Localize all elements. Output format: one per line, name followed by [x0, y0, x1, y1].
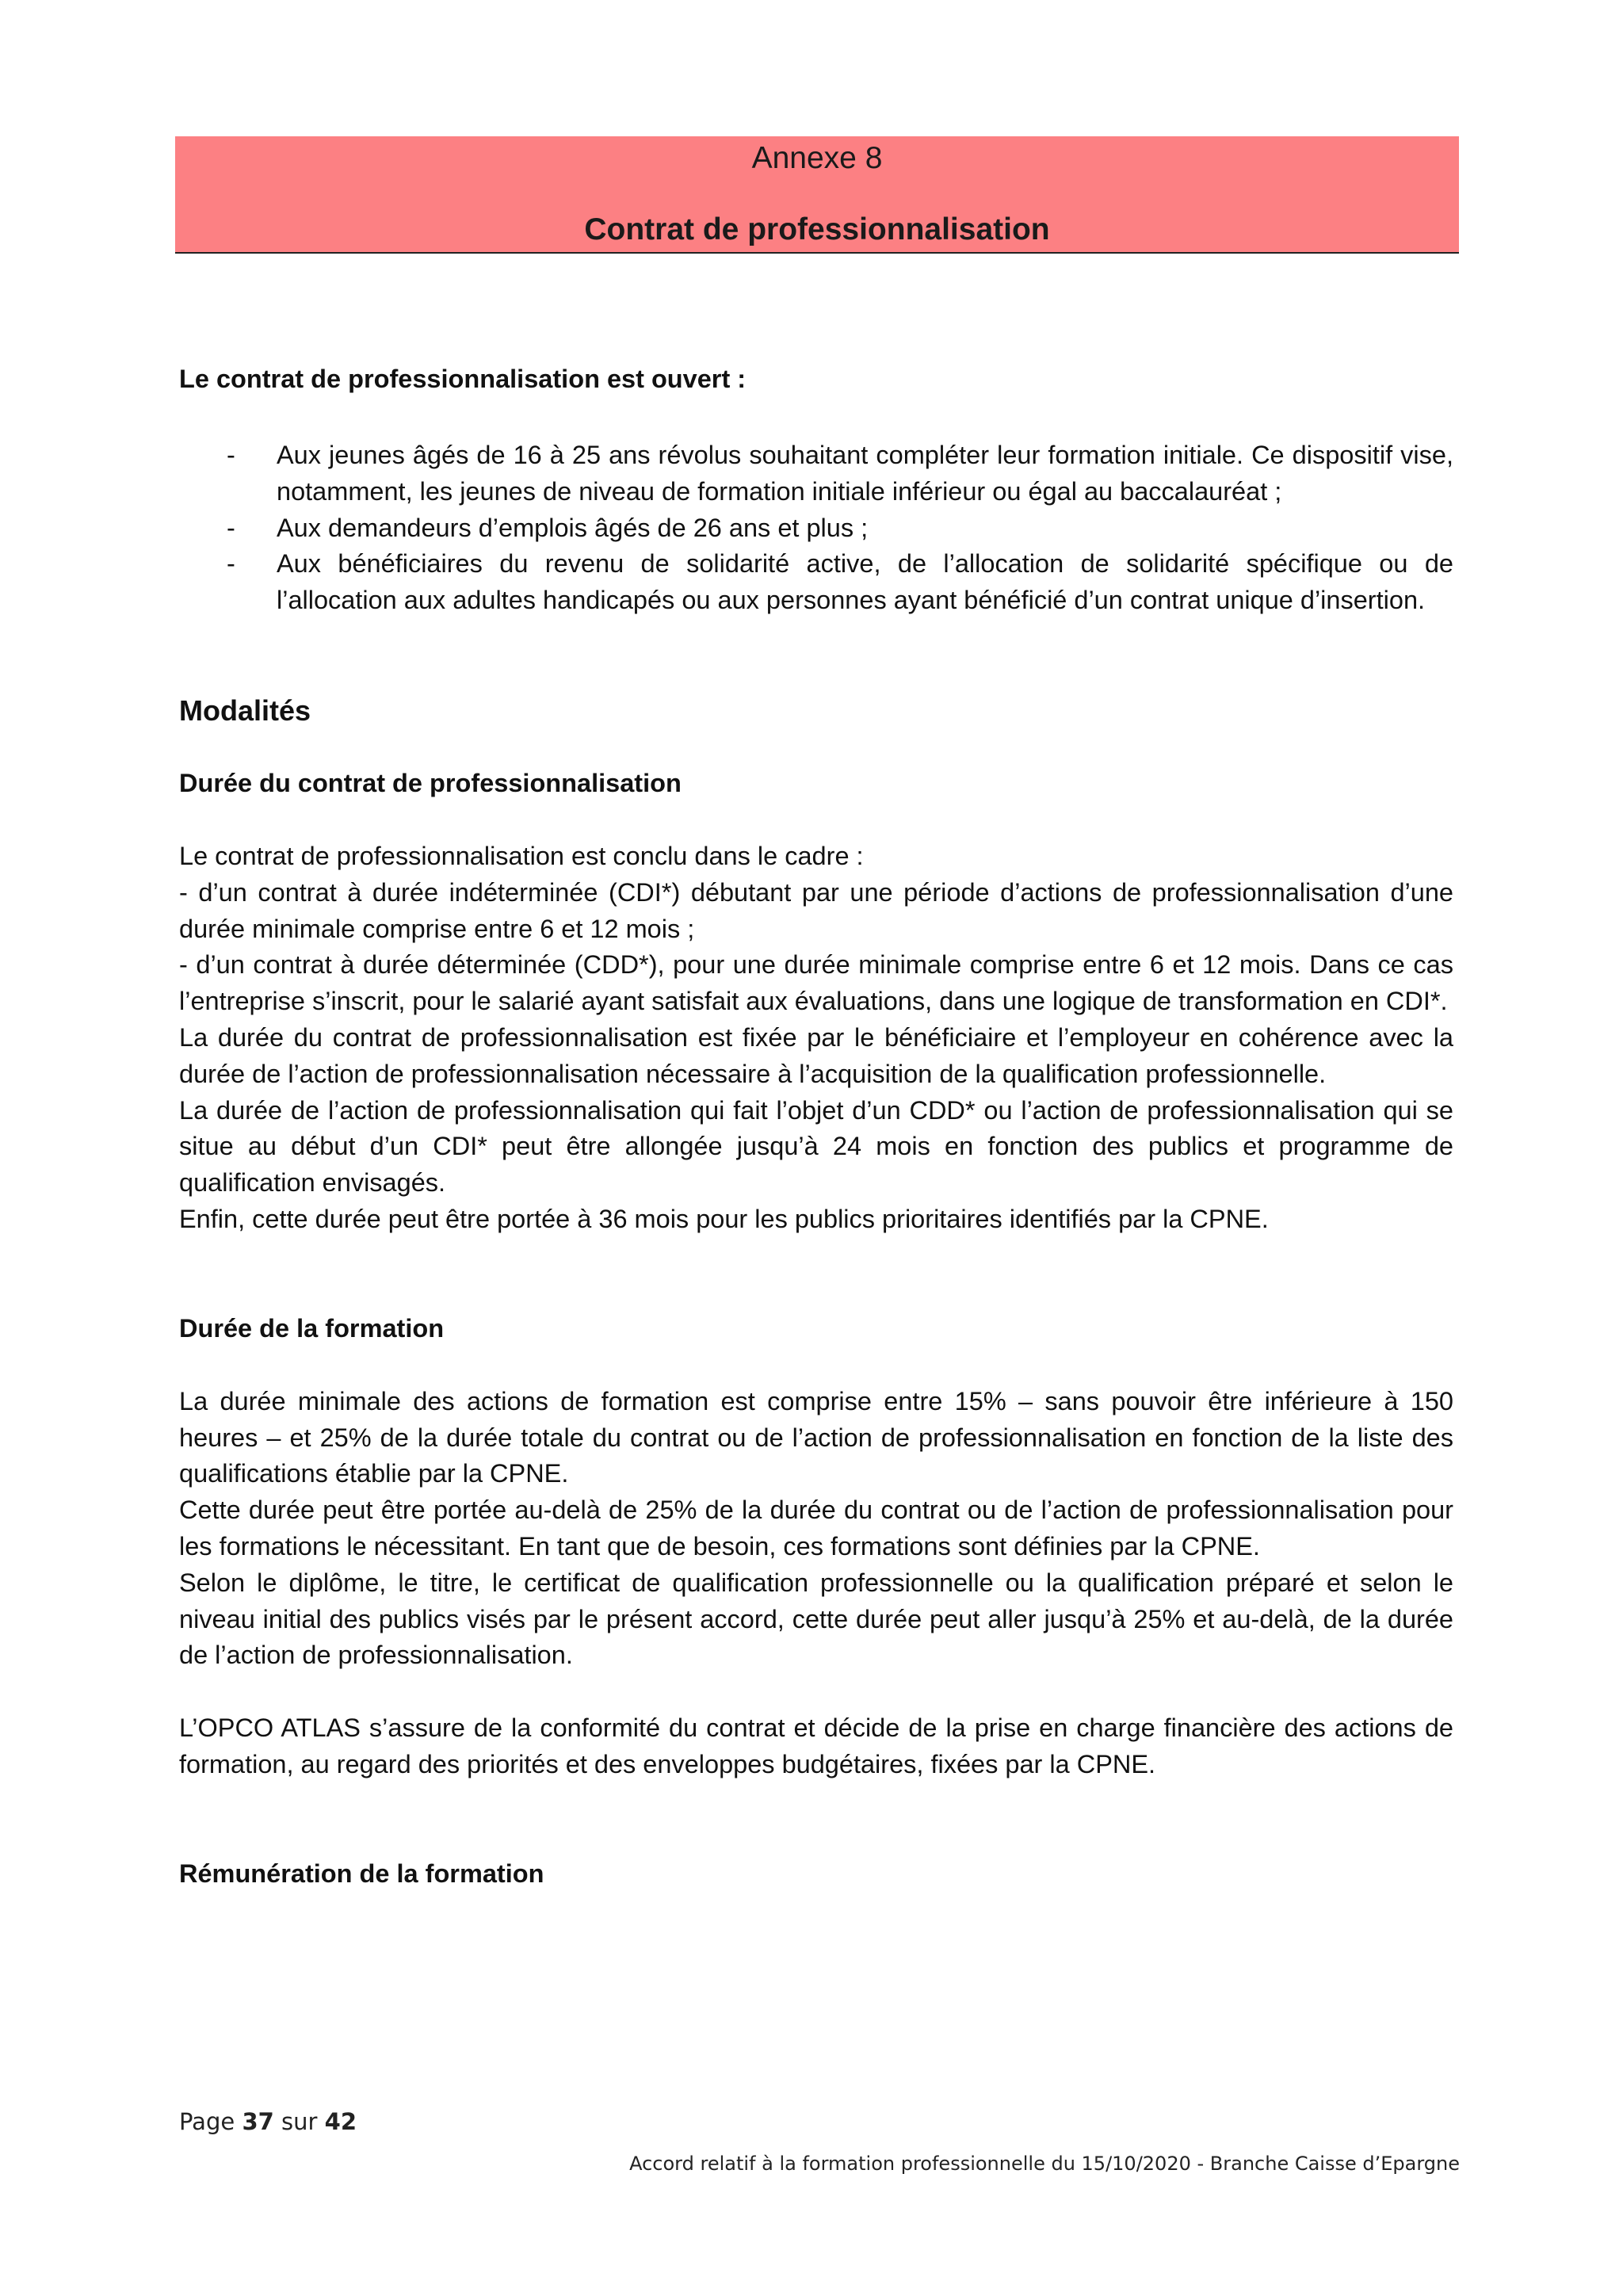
dash-bullet: - — [227, 441, 235, 469]
document-body — [179, 361, 1453, 1893]
subsection-heading-duree-formation: Durée de la formation — [179, 1313, 445, 1343]
paragraph: La durée du contrat de professionnalisation est fixée par le bénéficiaire et l’employeur en cohérence avec la durée de l’action de professionnalisation nécessaire à l’acquisition de la qualification professionnelle. — [179, 1022, 1453, 1088]
subsection-heading-duree-contrat: Durée du contrat de professionnalisation — [179, 768, 682, 797]
duree-formation-text — [179, 1384, 1453, 1674]
paragraph: Le contrat de professionnalisation est conclu dans le cadre : — [179, 841, 864, 870]
page-title: Contrat de professionnalisation — [584, 212, 1050, 246]
page-number: Page 37 sur 42 — [179, 2108, 357, 2135]
paragraph: Selon le diplôme, le titre, le certificat de qualification professionnelle ou la qualification préparé et selon le niveau initial des publics visés par le présent accord, cette durée peut aller jusqu’à 25% et au-delà, de la durée de l’action de professionnalisation. — [179, 1568, 1453, 1670]
annex-number: Annexe 8 — [751, 141, 883, 175]
list-item: - Aux jeunes âgés de 16 à 25 ans révolus souhaitant compléter leur formation initiale. Ce dispositif vise, notamment, les jeunes de niveau de formation initiale inférieur ou égal au baccalauréat ; — [179, 437, 1453, 510]
paragraph: Cette durée peut être portée au-delà de 25% de la durée du contrat ou de l’action de professionnalisation pour les formations le nécessitant. En tant que de besoin, ces formations sont définies par la CPNE. — [179, 1496, 1453, 1561]
paragraph: L’OPCO ATLAS s’assure de la conformité du contrat et décide de la prise en charge financière des actions de formation, au regard des priorités et des enveloppes budgétaires, fixées par la CPNE. — [179, 1713, 1453, 1778]
dash-bullet: - — [227, 513, 235, 542]
section-heading-modalites: Modalités — [179, 693, 311, 727]
paragraph: Enfin, cette durée peut être portée à 36 mois pour les publics prioritaires identifiés par la CPNE. — [179, 1204, 1269, 1233]
list-item: - Aux demandeurs d’emplois âgés de 26 ans et plus ; — [179, 510, 1453, 547]
paragraph: La durée minimale des actions de formation est comprise entre 15% – sans pouvoir être inférieure à 150 heures – et 25% de la durée totale du contrat ou de l’action de professionnalisation en fonction de la liste des qualifications établie par la CPNE. — [179, 1386, 1453, 1488]
paragraph: - d’un contrat à durée déterminée (CDD*), pour une durée minimale comprise entre 6 et 12 mois. Dans ce cas l’entreprise s’inscrit, pour le salarié ayant satisfait aux évaluations, dans une logique de transformation en CDI*. — [179, 950, 1453, 1016]
subsection-heading-remuneration: Rémunération de la formation — [179, 1859, 544, 1888]
current-page: 37 — [242, 2108, 274, 2135]
opco-text — [179, 1710, 1453, 1783]
total-pages: 42 — [324, 2108, 357, 2135]
paragraph: - d’un contrat à durée indéterminée (CDI*) débutant par une période d’actions de professionnalisation d’une durée minimale comprise entre 6 et 12 mois ; — [179, 877, 1453, 943]
paragraph: La durée de l’action de professionnalisation qui fait l’objet d’un CDD* ou l’action de professionnalisation qui se situe au début d’un CDI* peut être allongée jusqu’à 24 mois en fonction des publics et programme de qualification envisagés. — [179, 1095, 1453, 1198]
duree-contrat-text — [179, 839, 1453, 1238]
annex-header-banner — [175, 136, 1459, 254]
dash-bullet: - — [227, 549, 235, 579]
footer-accord-reference: Accord relatif à la formation professionnelle du 15/10/2020 - Branche Caisse d’Epargne — [629, 2153, 1460, 2175]
eligibility-list — [179, 437, 1453, 619]
list-item: - Aux bénéficiaires du revenu de solidarité active, de l’allocation de solidarité spécifique ou de l’allocation aux adultes handicapés ou aux personnes ayant bénéficié d’un contrat unique d’insertion. — [179, 546, 1453, 619]
intro-heading: Le contrat de professionnalisation est ouvert : — [179, 365, 747, 393]
